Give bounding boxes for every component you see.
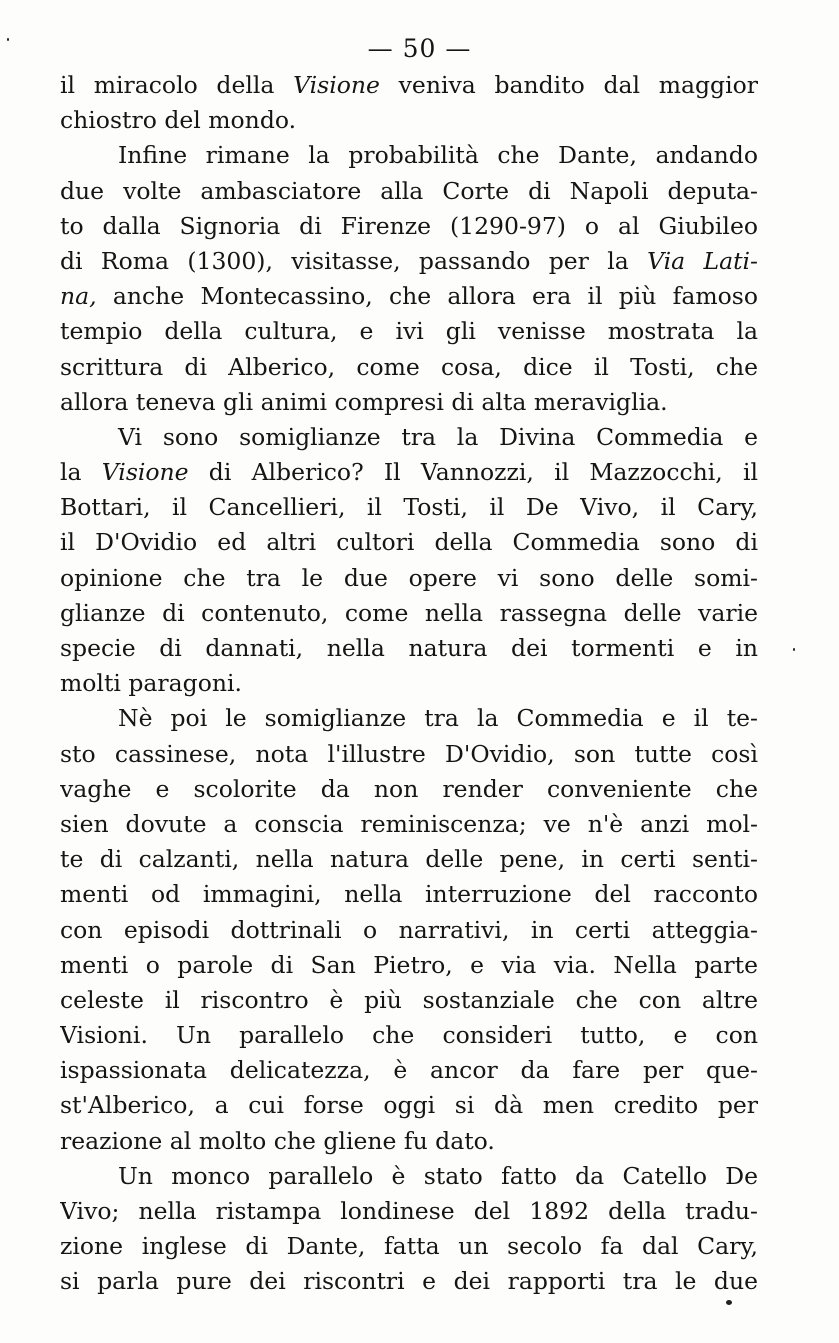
ink-speck — [7, 38, 9, 41]
text-line — [60, 877, 758, 912]
text-line — [60, 455, 758, 490]
text-line — [60, 1264, 758, 1299]
italic-title: Visione — [101, 458, 189, 487]
text-line — [60, 1159, 758, 1194]
text-line — [60, 913, 758, 948]
text-line — [60, 948, 758, 983]
text-run: te di calzanti, nella natura delle pene, in certi senti- — [60, 845, 758, 874]
text-run: scrittura di Alberico, come cosa, dice il Tosti, che — [60, 352, 758, 381]
text-run: due volte ambasciatore alla Corte di Napoli deputa- — [60, 176, 758, 205]
text-run: Visioni. Un parallelo che consideri tutto, e con — [60, 1021, 758, 1050]
text-line — [60, 244, 758, 279]
text-line — [60, 737, 758, 772]
text-line — [60, 666, 758, 701]
paragraph — [60, 420, 758, 702]
text-run: st'Alberico, a cui forse oggi si dà men credito per — [60, 1091, 758, 1120]
text-line — [60, 842, 758, 877]
paragraph — [60, 68, 758, 138]
text-run: menti o parole di San Pietro, e via via. Nella parte — [60, 950, 758, 979]
text-line — [60, 490, 758, 525]
text-line — [60, 1194, 758, 1229]
text-run: anche Montecassino, che allora era il più famoso — [96, 282, 758, 311]
text-line — [60, 68, 758, 103]
text-line — [60, 701, 758, 736]
text-run: menti od immagini, nella interruzione del racconto — [60, 880, 758, 909]
paragraph — [60, 701, 758, 1158]
text-line — [60, 1053, 758, 1088]
text-run: il D'Ovidio ed altri cultori della Commedia sono di — [60, 528, 758, 557]
text-line — [60, 1124, 758, 1159]
text-line — [60, 174, 758, 209]
italic-title: na, — [60, 282, 97, 311]
paragraph — [60, 138, 758, 420]
text-run: Vi sono somiglianze tra la Divina Commedia e — [118, 422, 758, 451]
italic-title: Via Lati- — [647, 246, 758, 275]
text-line — [60, 525, 758, 560]
text-run: di Alberico? Il Vannozzi, il Mazzocchi, il — [188, 458, 758, 487]
text-line — [60, 807, 758, 842]
text-run: vaghe e scolorite da non render conveniente che — [60, 774, 758, 803]
ink-speck — [793, 648, 795, 651]
text-run: Un monco parallelo è stato fatto da Catello De — [118, 1161, 758, 1190]
ink-speck — [726, 1300, 732, 1305]
text-run: zione inglese di Dante, fatta un secolo fa dal Cary, — [60, 1232, 758, 1261]
body-text — [60, 68, 758, 1300]
text-line — [60, 983, 758, 1018]
text-run: Nè poi le somiglianze tra la Commedia e il te- — [118, 704, 758, 733]
italic-title: Visione — [293, 71, 380, 99]
text-line — [60, 279, 758, 314]
paragraph — [60, 1159, 758, 1300]
text-run: to dalla Signoria di Firenze (1290-97) o al Giubileo — [60, 211, 758, 240]
text-run: il miracolo della — [60, 71, 294, 99]
text-run: si parla pure dei riscontri e dei rapporti tra le due — [60, 1267, 758, 1296]
text-line — [60, 420, 758, 455]
text-line — [60, 138, 758, 173]
text-run: con episodi dottrinali o narrativi, in certi atteggia- — [60, 915, 758, 944]
text-run: sto cassinese, nota l'illustre D'Ovidio, son tutte così — [60, 739, 758, 768]
text-run: chiostro del mondo. — [60, 106, 297, 135]
text-line — [60, 209, 758, 244]
text-run: Infine rimane la probabilità che Dante, andando — [118, 141, 758, 170]
text-run: reazione al molto che gliene fu dato. — [60, 1126, 495, 1155]
text-run: di Roma (1300), visitasse, passando per la — [60, 246, 648, 275]
text-line — [60, 596, 758, 631]
text-run: specie di dannati, nella natura dei tormenti e in — [60, 634, 758, 662]
text-line — [60, 631, 758, 666]
text-run: molti paragoni. — [60, 669, 242, 698]
text-line — [60, 561, 758, 596]
text-run: la — [60, 458, 102, 487]
text-line — [60, 1088, 758, 1123]
text-run: allora teneva gli animi compresi di alta meraviglia. — [60, 387, 668, 416]
text-run: sien dovute a conscia reminiscenza; ve n'è anzi mol- — [60, 809, 758, 838]
page-number: — 50 — — [367, 34, 472, 63]
text-line — [60, 772, 758, 807]
text-run: Bottari, il Cancellieri, il Tosti, il De Vivo, il Cary, — [60, 493, 758, 522]
text-line — [60, 103, 758, 138]
text-line — [60, 1018, 758, 1053]
text-run: tempio della cultura, e ivi gli venisse mostrata la — [60, 317, 758, 346]
text-line — [60, 385, 758, 420]
text-run: Vivo; nella ristampa londinese del 1892 della tradu- — [60, 1197, 758, 1225]
text-line — [60, 350, 758, 385]
text-run: celeste il riscontro è più sostanziale che con altre — [60, 985, 758, 1014]
text-line — [60, 1229, 758, 1264]
text-run: veniva bandito dal maggior — [379, 71, 758, 99]
text-run: opinione che tra le due opere vi sono delle somi- — [60, 563, 758, 592]
text-line — [60, 314, 758, 349]
text-run: ispassionata delicatezza, è ancor da fare per que- — [60, 1056, 758, 1085]
text-run: glianze di contenuto, come nella rassegna delle varie — [60, 598, 758, 627]
